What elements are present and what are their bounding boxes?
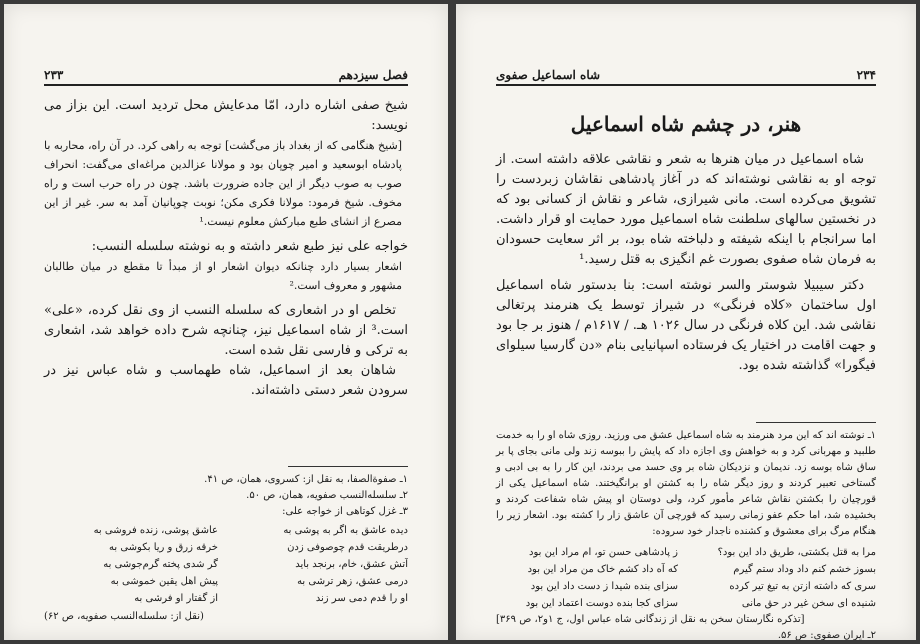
- right-page-header: [496, 60, 876, 86]
- footnote-rule: [756, 422, 876, 423]
- poem-verse: درمی عشق، زهر ترشی به: [297, 576, 408, 587]
- right-page-number: ۲۳۴: [856, 68, 876, 82]
- poem-verse: از گفتار او فرشی به: [134, 593, 218, 604]
- right-page-body: [496, 110, 876, 376]
- chapter-title: فصل سیزدهم: [338, 68, 408, 82]
- footnote: ۱ـ صفوةالصفا، به نقل از: کسروی، همان، ص ۴۱.: [204, 474, 408, 485]
- poem-verse: ز پادشاهی حسن تو، ام مراد این بود: [529, 547, 678, 558]
- left-footnotes: [44, 472, 408, 625]
- footnote: ۱ـ نوشته اند که این مرد هنرمند به شاه اسماعیل عشق می ورزید. روزی شاه او را به خدمت طلبید و مهربانی کرد و به خواهش وی اجازه داد که پایش را ببوسه زند ولی مانی بجای پا بر ساق شاه بوسه زد. ندیمان و نزدیکان شاه بر وی حسد می بردند، این کار را به بی ادبی و گستاخی تعبیر کردند و روز دیگر شاه را به کشتن او برانگیختند. شاه اسماعیل یکی از قورچیان را بکشتن نقاش شاعر مأمور کرد، ولی دوستان او پیش شاه شفاعت کردند و بخشیده شد، اما حکم عفو زمانی رسید که قورچی آن عاشق زار را کشته بود. اشعار زیر را هنگام مرگ برای معشوق و کشنده ناجدار خود سروده:: [495, 430, 876, 537]
- poem-verse: دیده عاشق به اگر به پوشی به: [283, 525, 408, 536]
- footnote: ۳ـ غزل کوتاهی از خواجه علی:: [282, 506, 408, 517]
- poem-verse: سری که داشته ازتن به تیغ تیر کرده: [729, 581, 876, 592]
- poem-verse: مرا به قتل بکشتی، طریق داد این بود؟: [717, 547, 876, 558]
- footnote-rule: [288, 466, 408, 467]
- poem-verse: شنیده ای سخن غیر در حق مانی: [741, 598, 876, 609]
- poem-verse: سزای بنده شیدا ز دست داد این بود: [530, 581, 678, 592]
- left-page: [4, 4, 448, 640]
- body-paragraph: شاه اسماعیل در میان هنرها به شعر و نقاشی علاقه داشته است. از توجه او به نقاشی نوشته‌اند که در آغاز پادشاهی نقاشان زبردست را تشویق می‌کرده است. مانی شیرازی، شاعر و نقاش از کسانی بود که در نخستین سالهای سلطنت شاه اسماعیل مورد حمایت او قرار داشت. اما سرانجام با اینکه شیفته و دلباخته شاه بود، بر اثر سعایت حسودان به فرمان شاه صفوی بصورت غم انگیزی به قتل رسید.¹: [496, 152, 877, 267]
- body-paragraph: شاهان بعد از اسماعیل، شاه طهماسب و شاه عباس نیز در سرودن شعر دستی داشته‌اند.: [44, 363, 408, 398]
- body-paragraph: شیخ صفی اشاره دارد، امّا مدعایش محل تردید است. این بزاز می نویسد:: [44, 98, 408, 133]
- poem-verse: پیش اهل یقین خموشی به: [110, 576, 218, 587]
- quote-block: [شیخ هنگامی که از بغداد باز می‌گشت] توجه به راهی کرد. در آن راه، محاربه با پادشاه ابوسعید و امیر چوپان بود و مولانا عزالدین مراغه‌ای می‌گفت: انحراف صوب به صوب دیگر از این جاده ضرورت باشد. چون در راه حرب است و راه مخوف. شیخ فرمود: مولانا فکری مکن؛ نوبت چوپانیان آمد به سر. غیر از این مصرع از انشای طبع مبارکش معلوم نیست.¹: [43, 139, 402, 228]
- poem-source: [تذکره نگارستان سخن به نقل از زندگانی شاه عباس اول، ج ۱و۲، ص ۳۶۹]: [496, 614, 805, 625]
- footnote: ۲ـ سلسله‌النسب صفویه، همان، ص ۵۰.: [246, 490, 408, 501]
- left-page-header: [44, 60, 408, 86]
- left-page-number: ۲۳۳: [44, 68, 64, 82]
- poem-verse: بسوز خشم کنم داد وداد ستم گیرم: [733, 564, 876, 575]
- poem-verse: آتش عشق، خام، برنجد باید: [295, 559, 408, 570]
- poem-verse: گر شدی پخته گرم‌جوشی به: [103, 559, 218, 570]
- body-paragraph: خواجه علی نیز طبع شعر داشته و به نوشته سلسله النسب:: [91, 239, 408, 254]
- running-title: شاه اسماعیل صفوی: [496, 68, 601, 82]
- footnote-poem: [44, 522, 408, 607]
- poem-verse: که آه داد کشم خاک من مراد این بود: [527, 564, 678, 575]
- footnote: ۲ـ ایران صفوی: ص ۵۶.: [777, 630, 876, 640]
- body-paragraph: تخلص او در اشعاری که سلسله النسب از وی نقل کرده، «علی» است.³ از شاه اسماعیل نیز، چنانچه شرح داده خواهد شد، اشعاری به ترکی و فارسی نقل شده است.: [44, 303, 408, 358]
- section-heading: هنر، در چشم شاه اسماعیل: [570, 112, 802, 136]
- right-page: [456, 4, 916, 640]
- right-footnotes: [496, 428, 876, 640]
- poem-verse: عاشق پوشی، زنده فروشی به: [93, 525, 218, 536]
- poem-verse: او را قدم دمی سر زند: [315, 593, 408, 604]
- poem-verse: خرقه زرق و ریا بکوشی به: [109, 542, 218, 553]
- body-paragraph: دکتر سیبیلا شوستر والسر نوشته است: بنا بدستور شاه اسماعیل اول ساختمان «کلاه فرنگی» در شیراز توسط یک هنرمند پرتغالی نقاشی شد. این کلاه فرنگی در سال ۱۰۲۶ هـ. / ۱۶۱۷م / هنوز بر جا بود و جهت اقامت در اختیار یک فرستاده اسپانیایی بنام «دن گارسیا سیلوای فیگورا» گذاشته شده بود.: [496, 278, 877, 373]
- quote-block: اشعار بسیار دارد چنانکه دیوان اشعار او از مبدأ تا مقطع در میان طالبان مشهور و معروف است.²: [44, 260, 402, 292]
- footnote-poem: [496, 544, 876, 612]
- poem-source: (نقل از: سلسله‌النسب صفویه، ص ۶۲): [44, 611, 204, 622]
- poem-verse: درطریقت قدم چوصوفی زدن: [287, 542, 408, 553]
- poem-verse: سزای کجا بنده دوست اعتماد این بود: [525, 598, 678, 609]
- left-page-body: [44, 96, 408, 401]
